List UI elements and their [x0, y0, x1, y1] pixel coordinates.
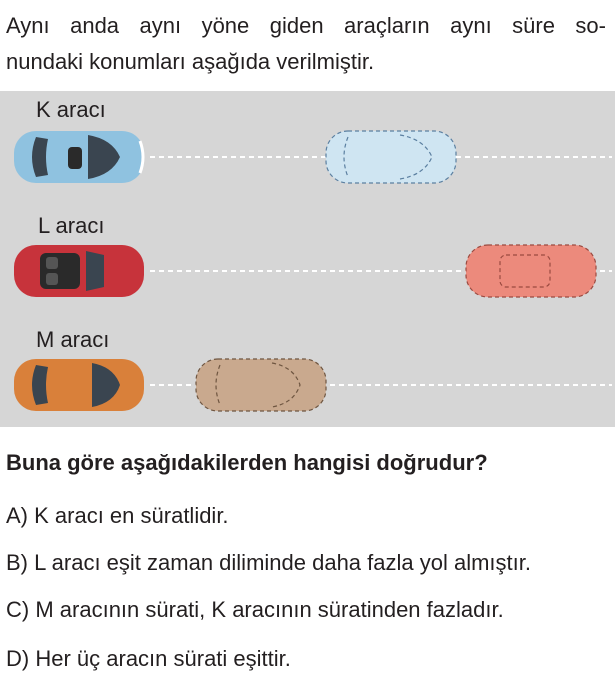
l-car-start-icon	[14, 245, 144, 297]
road-scene	[0, 91, 615, 427]
option-a-text: K aracı en süratlidir.	[34, 503, 229, 528]
option-c[interactable]	[6, 597, 504, 623]
intro-text	[6, 8, 606, 80]
option-a-letter: A)	[6, 503, 28, 528]
option-d[interactable]	[6, 646, 291, 672]
m-car-start-icon	[14, 359, 144, 411]
option-a[interactable]	[6, 503, 229, 529]
car-label-k: K aracı	[36, 97, 106, 122]
car-label-l: L aracı	[38, 213, 105, 238]
option-d-letter: D)	[6, 646, 30, 671]
m-car-end-icon	[196, 359, 326, 411]
question-text: Buna göre aşağıdakilerden hangisi doğrudur?	[6, 450, 488, 475]
car-label-m: M aracı	[36, 327, 110, 352]
option-b[interactable]	[6, 550, 531, 576]
option-b-letter: B)	[6, 550, 28, 575]
option-c-letter: C)	[6, 597, 30, 622]
l-car-end-icon	[466, 245, 596, 297]
option-d-text: Her üç aracın sürati eşittir.	[35, 646, 291, 671]
road-illustration	[0, 91, 615, 427]
k-car-end-icon	[326, 131, 456, 183]
intro-line-1: Aynı anda aynı yöne giden araçların aynı süre so-	[6, 13, 606, 38]
option-c-text: M aracının sürati, K aracının süratinden fazladır.	[35, 597, 504, 622]
k-car-start-icon	[14, 131, 144, 183]
intro-line-2: nundaki konumları aşağıda verilmiştir.	[6, 49, 375, 74]
option-b-text: L aracı eşit zaman diliminde daha fazla yol almıştır.	[34, 550, 531, 575]
